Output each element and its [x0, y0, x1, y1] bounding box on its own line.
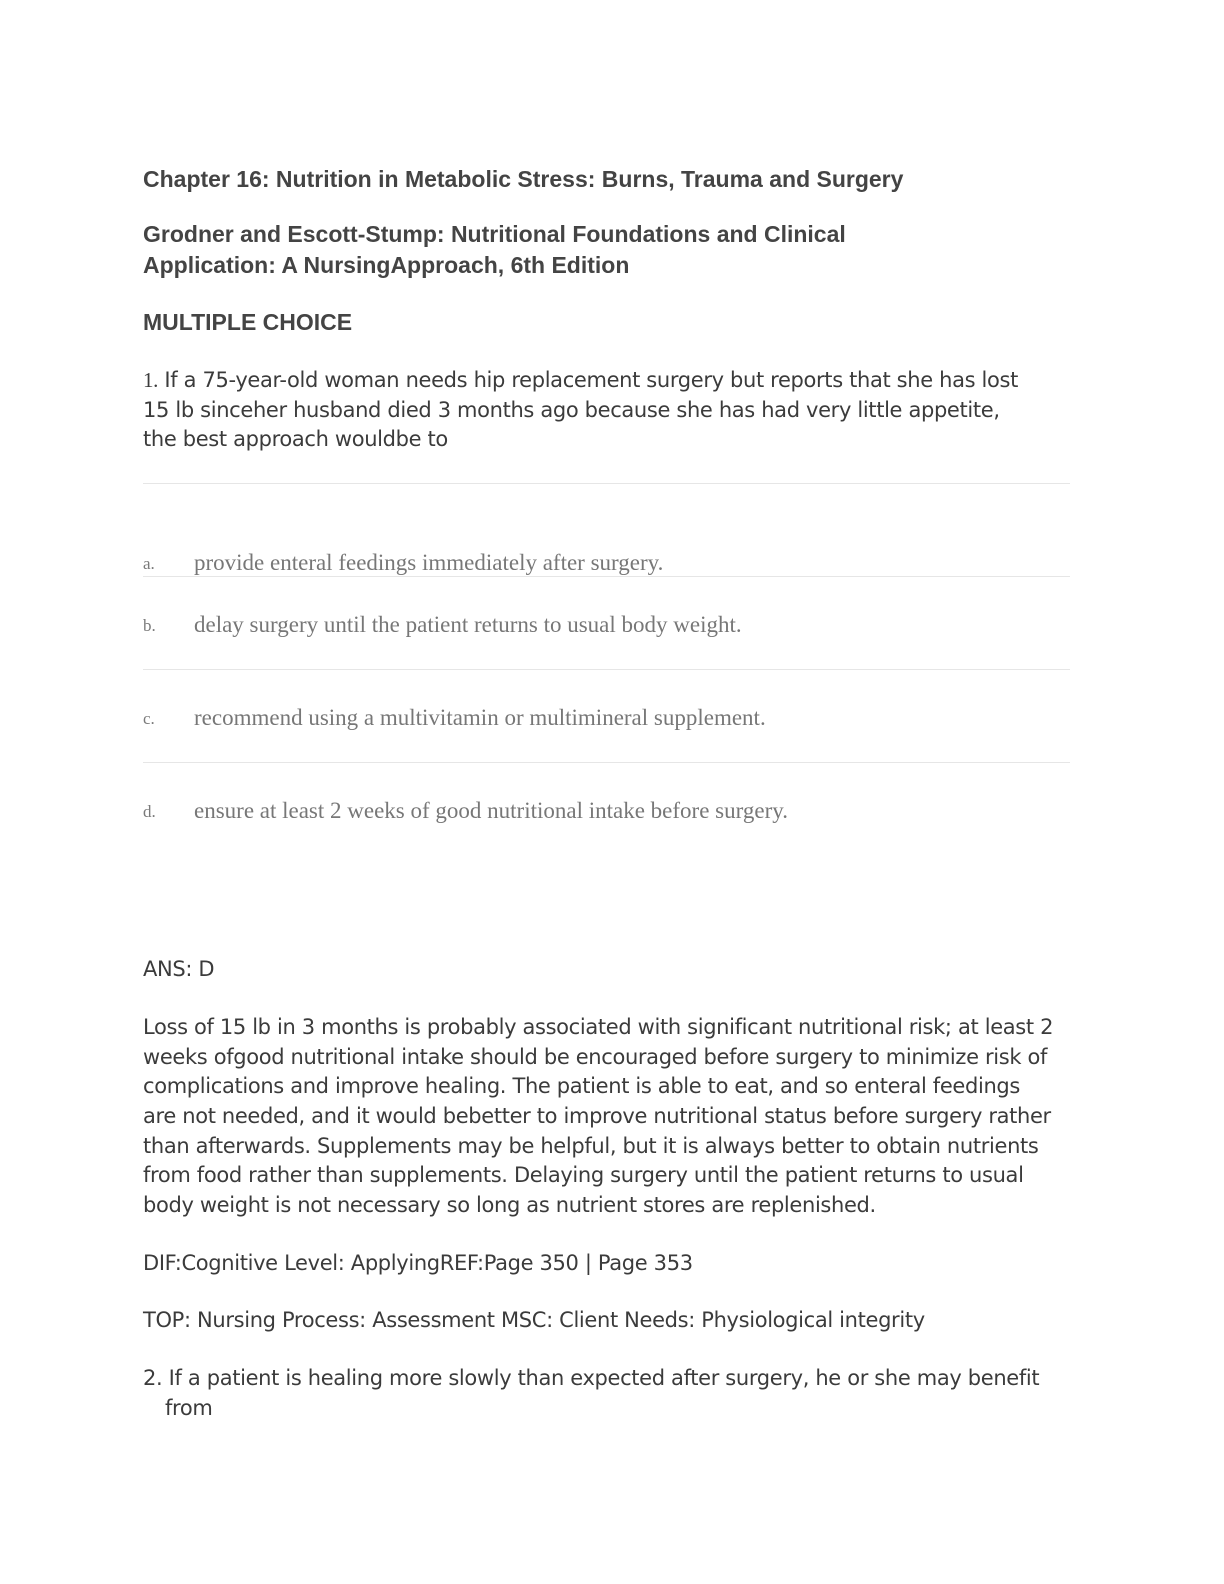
option-b [143, 577, 1070, 670]
option-a [143, 484, 1070, 577]
option-d-text: ensure at least 2 weeks of good nutritional intake before surgery. [194, 798, 788, 824]
answer-key: ANS: D [143, 957, 215, 982]
option-d-letter: d. [143, 802, 156, 822]
question-2-text: If a patient is healing more slowly than expected after surgery, he or she may benefit from [165, 1366, 1040, 1420]
option-a-letter: a. [143, 554, 155, 574]
question-1-text: If a 75-year-old woman needs hip replacement surgery but reports that she has lost 15 lb sinceher husband died 3 months ago because she has had very little appetite, the best approach wouldbe to [143, 368, 1018, 452]
topic-client-needs: TOP: Nursing Process: Assessment MSC: Client Needs: Physiological integrity [143, 1308, 925, 1333]
option-a-text: provide enteral feedings immediately after surgery. [194, 550, 664, 576]
question-1 [143, 366, 1023, 455]
question-2 [143, 1364, 1070, 1423]
question-1-number: 1. [143, 368, 159, 392]
section-title: MULTIPLE CHOICE [143, 309, 353, 335]
chapter-title: Chapter 16: Nutrition in Metabolic Stress: Burns, Trauma and Surgery [143, 166, 904, 192]
answer-rationale: Loss of 15 lb in 3 months is probably associated with significant nutritional risk; at least 2 weeks ofgood nutritional intake should be encouraged before surgery to minimize risk of complications and improve healing. The patient is able to eat, and so enteral feedings are not needed, and it would bebetter to improve nutritional status before surgery rather than afterwards. Supplements may be helpful, but it is always better to obtain nutrients from food rather than supplements. Delaying surgery until the patient returns to usual body weight is not necessary so long as nutrient stores are replenished. [143, 1014, 1054, 1218]
book-title-line1: Grodner and Escott-Stump: Nutritional Foundations and Clinical [143, 221, 846, 247]
document-page [143, 160, 1070, 1424]
option-c [143, 670, 1070, 763]
option-c-letter: c. [143, 709, 155, 729]
question-1-options [143, 483, 1070, 855]
option-b-letter: b. [143, 616, 156, 636]
book-title [143, 219, 1070, 281]
option-d [143, 763, 1070, 855]
difficulty-reference: DIF:Cognitive Level: ApplyingREF:Page 350 | Page 353 [143, 1250, 693, 1275]
option-b-text: delay surgery until the patient returns to usual body weight. [194, 612, 742, 638]
question-2-number: 2. [143, 1366, 163, 1391]
book-title-line2: Application: A NursingApproach, 6th Edition [143, 252, 630, 278]
option-c-text: recommend using a multivitamin or multimineral supplement. [194, 705, 766, 731]
